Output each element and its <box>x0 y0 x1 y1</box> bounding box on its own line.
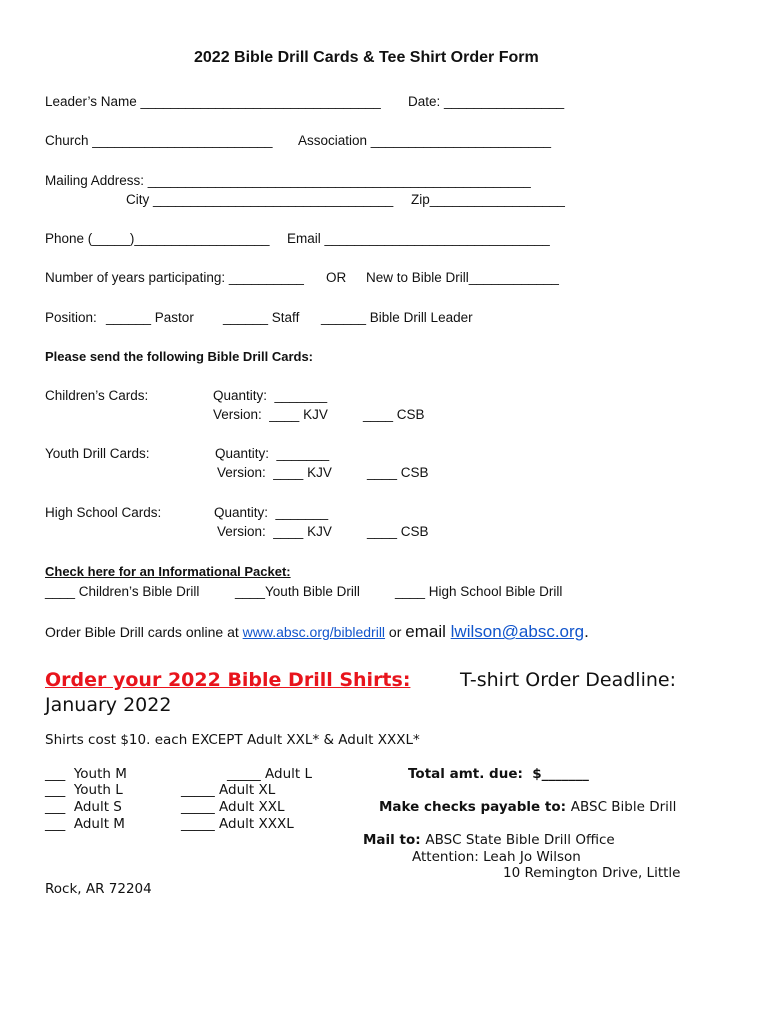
or-label: OR <box>326 270 347 285</box>
highschool-csb-field[interactable]: ____ CSB <box>367 524 429 539</box>
email-field[interactable]: Email ______________________________ <box>287 231 550 246</box>
size-adult-m[interactable]: ___ Adult M <box>45 816 125 832</box>
size-youth-m[interactable]: ___ Youth M <box>45 766 127 782</box>
position-staff[interactable]: ______ Staff <box>223 310 300 325</box>
email-link[interactable]: lwilson@absc.org <box>450 622 585 641</box>
highschool-cards-label: High School Cards: <box>45 505 162 520</box>
children-cards-label: Children’s Cards: <box>45 388 149 403</box>
highschool-kjv-field[interactable]: Version: ____ KJV <box>217 524 332 539</box>
association-field[interactable]: Association ________________________ <box>298 133 551 148</box>
phone-field[interactable]: Phone (_____)__________________ <box>45 231 270 246</box>
size-adult-xxxl[interactable]: _____ Adult XXXL <box>181 816 294 832</box>
packet-highschool-option[interactable]: ____ High School Bible Drill <box>395 584 563 599</box>
youth-kjv-field[interactable]: Version: ____ KJV <box>217 465 332 480</box>
size-adult-l[interactable]: _____ Adult L <box>227 766 313 782</box>
email-word: email <box>405 622 451 641</box>
mail-to-city: Rock, AR 72204 <box>45 881 152 897</box>
online-order-line <box>45 623 589 640</box>
size-adult-xxl[interactable]: _____ Adult XXL <box>181 799 285 815</box>
size-adult-xl[interactable]: _____ Adult XL <box>181 782 276 798</box>
shirt-cost-note: Shirts cost $10. each EXCEPT Adult XXL* & Adult XXXL* <box>45 732 420 748</box>
children-kjv-field[interactable]: Version: ____ KJV <box>213 407 328 422</box>
deadline-date: January 2022 <box>45 694 172 716</box>
mail-to-street: 10 Remington Drive, Little <box>503 865 681 881</box>
form-title: 2022 Bible Drill Cards & Tee Shirt Order Form <box>194 49 539 66</box>
position-drill-leader[interactable]: ______ Bible Drill Leader <box>321 310 473 325</box>
position-pastor[interactable]: ______ Pastor <box>106 310 194 325</box>
checks-payable-value: ABSC Bible Drill <box>570 799 677 815</box>
cards-heading: Please send the following Bible Drill Cards: <box>45 349 313 364</box>
leader-name-field[interactable]: Leader’s Name ________________________________ <box>45 94 381 109</box>
packet-children-option[interactable]: ____ Children’s Bible Drill <box>45 584 200 599</box>
new-to-drill-field[interactable]: New to Bible Drill____________ <box>366 270 559 285</box>
size-adult-s[interactable]: ___ Adult S <box>45 799 122 815</box>
youth-csb-field[interactable]: ____ CSB <box>367 465 429 480</box>
shirts-heading: Order your 2022 Bible Drill Shirts: <box>45 669 411 691</box>
position-label: Position: <box>45 310 97 325</box>
size-youth-l[interactable]: ___ Youth L <box>45 782 123 798</box>
city-field[interactable]: City ________________________________ <box>126 192 394 207</box>
order-url-link[interactable]: www.absc.org/bibledrill <box>242 624 386 640</box>
mail-to-attention: Attention: Leah Jo Wilson <box>412 849 581 865</box>
mail-to-line <box>363 834 615 848</box>
online-order-prefix: Order Bible Drill cards online at <box>45 624 243 640</box>
deadline-label: T-shirt Order Deadline: <box>460 669 676 691</box>
checks-payable-line <box>379 801 676 815</box>
children-csb-field[interactable]: ____ CSB <box>363 407 425 422</box>
total-amount-due[interactable]: Total amt. due: $_______ <box>408 766 589 782</box>
packet-youth-option[interactable]: ____Youth Bible Drill <box>235 584 360 599</box>
online-order-mid: or <box>385 624 406 640</box>
children-quantity-field[interactable]: Quantity: _______ <box>213 388 328 403</box>
zip-field[interactable]: Zip__________________ <box>411 192 565 207</box>
youth-cards-label: Youth Drill Cards: <box>45 446 150 461</box>
packet-heading: Check here for an Informational Packet: <box>45 564 291 579</box>
youth-quantity-field[interactable]: Quantity: _______ <box>215 446 330 461</box>
years-participating-field[interactable]: Number of years participating: __________ <box>45 270 304 285</box>
checks-payable-label: Make checks payable to: <box>379 799 571 815</box>
highschool-quantity-field[interactable]: Quantity: _______ <box>214 505 329 520</box>
church-field[interactable]: Church ________________________ <box>45 133 273 148</box>
mail-to-office: ABSC State Bible Drill Office <box>425 832 615 848</box>
date-field[interactable]: Date: ________________ <box>408 94 565 109</box>
online-order-suffix: . <box>584 622 589 641</box>
mailing-address-field[interactable]: Mailing Address: ___________________________________________________ <box>45 173 531 188</box>
mail-to-label: Mail to: <box>363 832 426 848</box>
